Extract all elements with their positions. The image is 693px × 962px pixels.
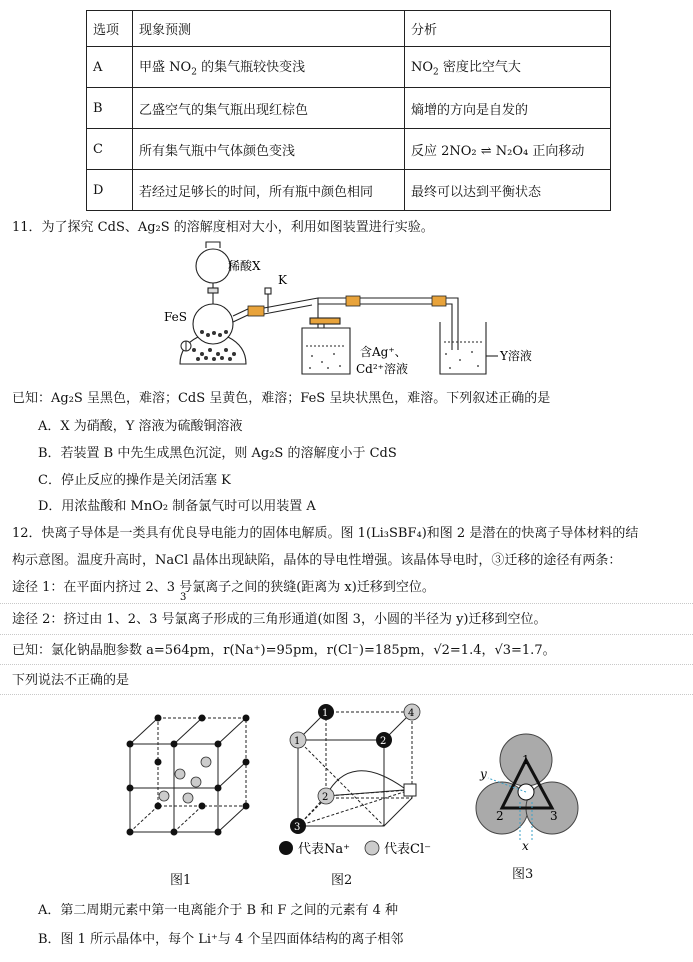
figure-3-triangle-channel: [474, 730, 584, 854]
table-row: [87, 129, 611, 170]
fig2-number: 2: [380, 736, 387, 747]
figure-1-crystal: [118, 712, 258, 842]
legend-na: 代表Na⁺: [298, 842, 350, 857]
table-row: [87, 47, 611, 88]
q12-option-b: B．图 1 所示晶体中，每个 Li⁺与 4 个呈四面体结构的离子相邻: [38, 932, 404, 947]
table-cell-analysis: 熵增的方向是自发的: [405, 88, 611, 129]
table-row: [87, 170, 611, 211]
q11-option-a: A．X 为硝酸，Y 溶液为硫酸铜溶液: [38, 419, 243, 434]
table-header-cell: 现象预测: [133, 11, 405, 47]
fig3-number: 3: [550, 809, 558, 823]
fig2-number: 4: [408, 708, 415, 719]
acid-label: 稀酸X: [228, 259, 261, 273]
table-header-cell: 选项: [87, 11, 133, 47]
q11-option-d: D．用浓盐酸和 MnO₂ 制备氯气时可以用装置 A: [38, 499, 316, 514]
table-cell-option: B: [87, 88, 133, 129]
q12-line-1: 12．快离子导体是一类具有优良导电能力的固体电解质。图 1(Li₃SBF₄)和图 2 是潜在的快离子导体材料的结: [12, 526, 639, 541]
table-cell-phenomenon: 甲盛 $NO_2$ 的集气瓶较快变浅: [133, 47, 405, 88]
figure-2-nacl-cell: [180, 592, 431, 860]
q12-line-5: 已知：氯化钠晶胞参数 a=564pm，r(Na⁺)=95pm，r(Cl⁻)=185pm，√2=1.4，√3=1.7。: [12, 643, 556, 658]
q11-stem: 11．为了探究 CdS、Ag₂S 的溶解度相对大小，利用如图装置进行实验。: [12, 220, 434, 235]
figure-2-caption: 图2: [331, 873, 353, 888]
q12-line-4: 途径 2：挤过由 1、2、3 号氯离子形成的三角形通道(如图 3，小圆的半径为 y)迁移到空位。: [12, 612, 547, 627]
fig3-y-label: y: [480, 767, 487, 781]
q12-option-a: A．第二周期元素中第一电离能介于 B 和 F 之间的元素有 4 种: [38, 903, 399, 918]
table-cell-phenomenon: 乙盛空气的集气瓶出现红棕色: [133, 88, 405, 129]
table-cell-phenomenon: 所有集气瓶中气体颜色变浅: [133, 129, 405, 170]
table-cell-analysis: 反应 2NO₂ ⇌ N₂O₄ 正向移动: [405, 129, 611, 170]
fig3-number: 2: [496, 809, 504, 823]
table-cell-option: C: [87, 129, 133, 170]
bottle-b-solution-label: 含Ag⁺、: [360, 345, 407, 359]
fig2-number: 1: [322, 708, 329, 719]
fig2-number: 3: [294, 822, 301, 833]
k-valve-label: K: [278, 273, 287, 287]
y-solution-label: Y溶液: [500, 349, 532, 363]
fig2-number: 3: [180, 592, 187, 603]
fig2-number: 2: [322, 792, 329, 803]
table-header-cell: 分析: [405, 11, 611, 47]
fig3-number: 1: [522, 753, 530, 767]
table-cell-analysis: $NO_2$ 密度比空气大: [405, 47, 611, 88]
q11-apparatus-diagram: [150, 238, 550, 383]
fig2-number: 1: [294, 736, 301, 747]
q11-known: 已知：Ag₂S 呈黑色，难溶；CdS 呈黄色，难溶；FeS 呈块状黑色，难溶。下列叙述正确的是: [12, 391, 551, 406]
table-cell-phenomenon: 若经过足够长的时间，所有瓶中颜色相同: [133, 170, 405, 211]
q12-line-6: 下列说法不正确的是: [12, 673, 130, 688]
table-cell-analysis: 最终可以达到平衡状态: [405, 170, 611, 211]
q12-line-2: 构示意图。温度升高时，NaCl 晶体出现缺陷，晶体的导电性增强。该晶体导电时，③迁移的途径有两条：: [12, 553, 622, 568]
q11-option-c: C．停止反应的操作是关闭活塞 K: [38, 473, 231, 488]
table-row: [87, 88, 611, 129]
table-cell-option: A: [87, 47, 133, 88]
bottle-b-solution-label-2: Cd²⁺溶液: [356, 362, 409, 376]
fes-label: FeS: [164, 310, 187, 324]
table-header-row: [87, 11, 611, 47]
figure-1-caption: 图1: [170, 873, 192, 888]
figure-3-caption: 图3: [512, 867, 534, 882]
q11-option-b: B．若装置 B 中先生成黑色沉淀，则 Ag₂S 的溶解度小于 CdS: [38, 446, 397, 461]
table-cell-option: D: [87, 170, 133, 211]
q12-line-3: 途径 1：在平面内挤过 2、3 号氯离子之间的狭缝(距离为 x)迁移到空位。: [12, 580, 435, 595]
legend-cl: 代表Cl⁻: [384, 842, 431, 857]
options-table: [86, 10, 611, 211]
fig3-x-label: x: [522, 839, 529, 853]
